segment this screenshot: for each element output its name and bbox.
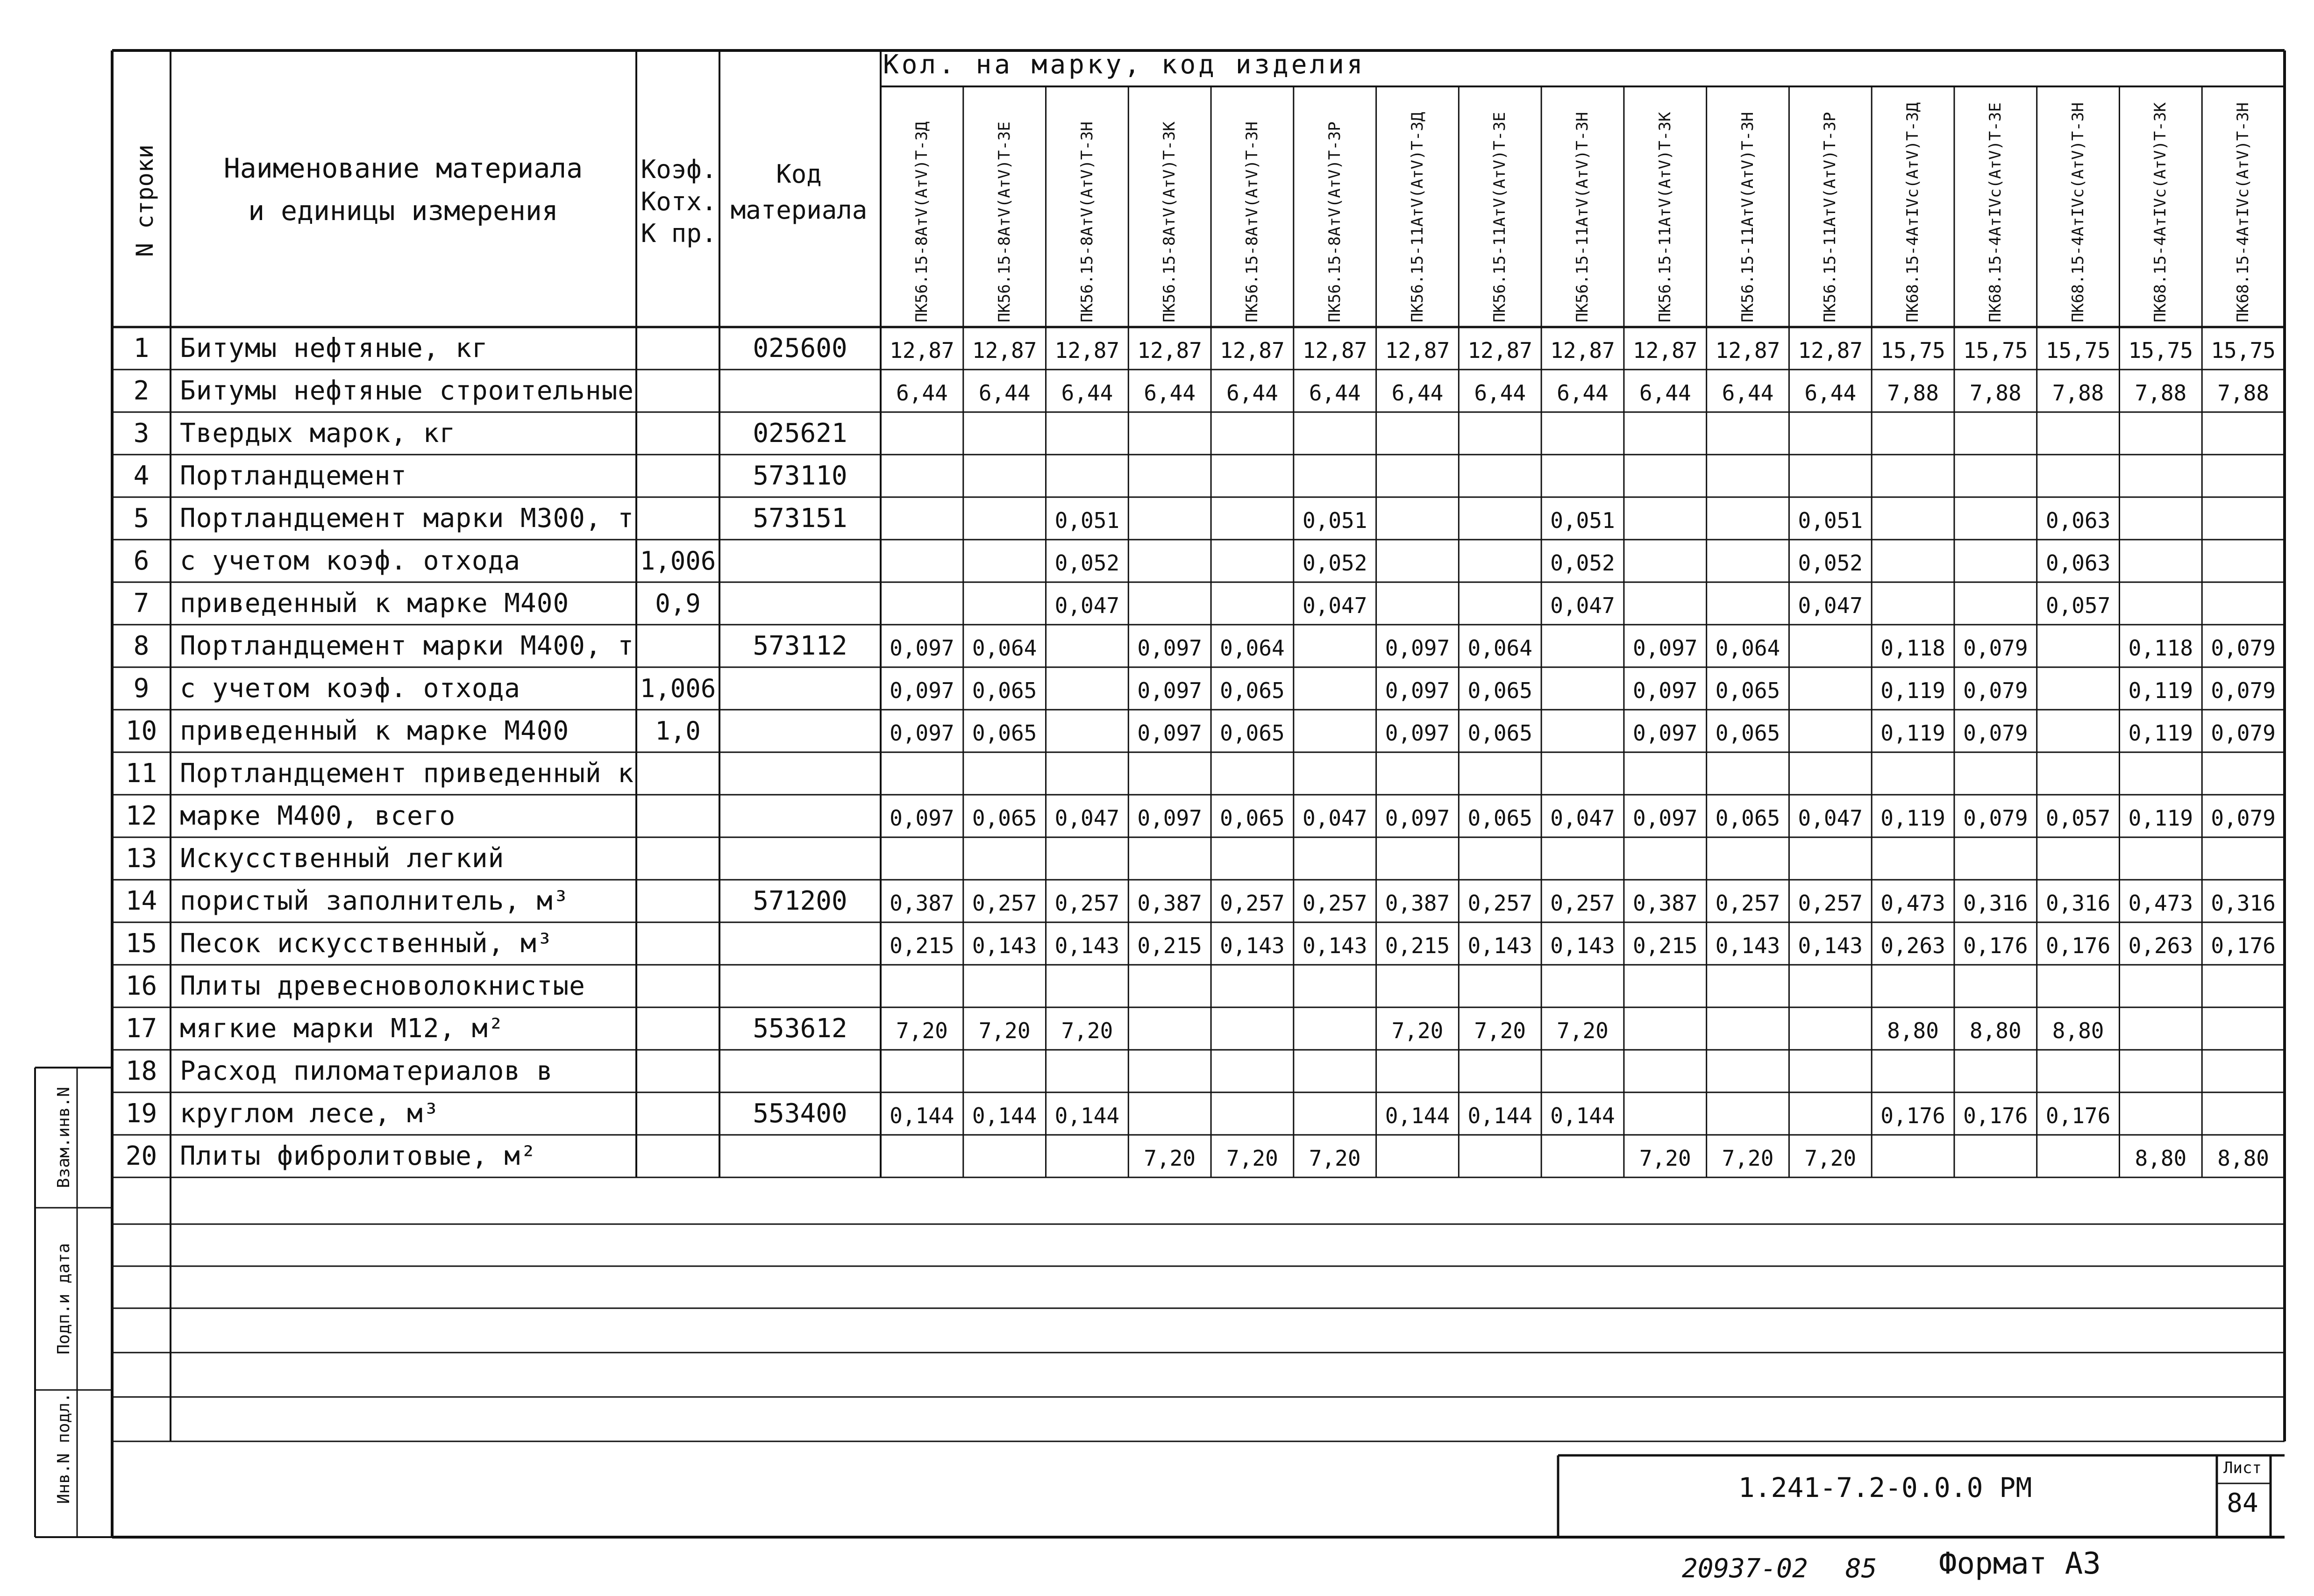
quantity-cell: 8,80 <box>1969 1018 2022 1043</box>
quantity-cell: 6,44 <box>1804 380 1857 406</box>
quantity-cell: 0,143 <box>1467 933 1532 958</box>
quantity-cell: 0,047 <box>1550 805 1615 831</box>
material-code: 553400 <box>753 1098 847 1129</box>
material-code: 573151 <box>753 503 847 534</box>
quantity-cell: 7,20 <box>896 1018 948 1043</box>
material-name: Портландцемент приведенный к <box>180 758 634 789</box>
quantity-cell: 8,80 <box>2052 1018 2104 1043</box>
quantity-cell: 0,065 <box>1467 678 1532 703</box>
row-number: 3 <box>133 418 150 449</box>
material-code: 025621 <box>753 418 847 449</box>
quantity-cell: 7,20 <box>1309 1146 1361 1171</box>
quantity-cell: 0,257 <box>1715 891 1780 916</box>
row-number-header-text: N строки <box>131 144 158 257</box>
product-code-header: ПК56.15-11АтV(АтV)Т-3Н <box>1738 112 1757 322</box>
quantity-cell: 0,097 <box>1385 678 1450 703</box>
quantity-cell: 0,065 <box>1715 678 1780 703</box>
quantity-cell: 0,215 <box>1137 933 1202 958</box>
row-number: 17 <box>125 1013 157 1044</box>
product-code-header: ПК56.15-11АтV(АтV)Т-3Р <box>1821 112 1840 322</box>
quantity-cell: 12,87 <box>1467 338 1532 363</box>
quantity-cell: 0,119 <box>1880 678 1945 703</box>
quantity-cell: 12,87 <box>1633 338 1698 363</box>
quantity-cell: 0,051 <box>1550 508 1615 533</box>
quantity-cell: 0,387 <box>1633 891 1698 916</box>
quantity-cell: 0,143 <box>1220 933 1285 958</box>
product-code-header: ПК56.15-8АтV(АтV)Т-3Р <box>1325 121 1344 322</box>
material-name: мягкие марки М12, м² <box>180 1013 505 1044</box>
quantity-cell: 12,87 <box>1054 338 1120 363</box>
product-code-header: ПК56.15-8АтV(АтV)Т-3Е <box>995 121 1014 322</box>
material-code-header <box>722 161 876 223</box>
quantity-cell: 0,097 <box>1137 678 1202 703</box>
material-name: с учетом коэф. отхода <box>180 546 521 576</box>
quantity-cell: 6,44 <box>1557 380 1609 406</box>
product-code-header: ПК56.15-8АтV(АтV)Т-3К <box>1160 121 1179 322</box>
quantity-cell: 0,387 <box>890 891 954 916</box>
quantity-cell: 0,079 <box>2211 635 2276 661</box>
quantity-cell: 0,065 <box>1220 720 1285 746</box>
product-code-header: ПК56.15-11АтV(АтV)Т-3Д <box>1408 112 1427 322</box>
quantity-cell: 0,097 <box>1633 678 1698 703</box>
quantity-cell: 0,473 <box>1880 891 1945 916</box>
quantity-cell: 0,316 <box>2045 891 2111 916</box>
row-number: 20 <box>125 1141 157 1171</box>
quantity-cell: 7,88 <box>1887 380 1939 406</box>
row-number: 9 <box>133 673 150 704</box>
quantity-cell: 0,097 <box>1137 635 1202 661</box>
archive-number-text: 20937-02 <box>1682 1553 1808 1584</box>
material-name: Плиты фибролитовые, м² <box>180 1141 537 1171</box>
quantity-cell: 0,097 <box>890 635 954 661</box>
quantity-cell: 0,065 <box>1715 805 1780 831</box>
quantity-cell: 0,176 <box>2045 1103 2111 1128</box>
quantity-cell: 12,87 <box>1302 338 1367 363</box>
quantity-cell: 0,047 <box>1302 805 1367 831</box>
quantity-cell: 7,20 <box>1061 1018 1113 1043</box>
quantity-cell: 12,87 <box>1220 338 1285 363</box>
quantity-cell: 6,44 <box>1061 380 1113 406</box>
quantity-cell: 0,119 <box>2128 720 2193 746</box>
quantity-cell: 0,316 <box>2211 891 2276 916</box>
quantity-cell: 0,215 <box>890 933 954 958</box>
quantity-cell: 0,097 <box>1137 805 1202 831</box>
material-name-header-line1: Наименование материала <box>223 152 583 184</box>
row-number: 14 <box>125 886 157 916</box>
quantity-cell: 0,119 <box>1880 805 1945 831</box>
quantity-cell: 0,057 <box>2045 805 2111 831</box>
quantity-cell: 7,88 <box>1969 380 2022 406</box>
quantity-cell: 0,097 <box>1385 720 1450 746</box>
row-number: 11 <box>125 758 157 789</box>
quantity-cell: 0,063 <box>2045 550 2111 576</box>
quantity-cell: 0,257 <box>1467 891 1532 916</box>
material-name: марке М400, всего <box>180 801 456 831</box>
row-number: 5 <box>133 503 150 534</box>
quantity-cell: 0,079 <box>1963 720 2028 746</box>
quantity-cell: 7,88 <box>2135 380 2187 406</box>
quantity-cell: 0,047 <box>1550 593 1615 618</box>
quantity-cell: 0,176 <box>1963 1103 2028 1128</box>
row-number: 19 <box>125 1098 157 1129</box>
quantity-cell: 0,215 <box>1633 933 1698 958</box>
paper-format <box>1939 1546 2101 1581</box>
quantity-cell: 7,20 <box>1391 1018 1444 1043</box>
quantity-cell: 0,079 <box>1963 678 2028 703</box>
quantity-cell: 6,44 <box>1309 380 1361 406</box>
quantity-cell: 0,263 <box>2128 933 2193 958</box>
quantity-cell: 12,87 <box>972 338 1037 363</box>
material-code: 573110 <box>753 461 847 491</box>
quantity-cell: 0,079 <box>1963 635 2028 661</box>
quantity-cell: 0,097 <box>1385 805 1450 831</box>
row-number: 16 <box>125 971 157 1001</box>
material-name: Твердых марок, кг <box>180 418 456 449</box>
product-code-header: ПК56.15-8АтV(АтV)Т-3Д <box>912 121 931 322</box>
quantity-cell: 0,064 <box>1715 635 1780 661</box>
quantity-cell: 7,20 <box>1722 1146 1774 1171</box>
product-code-header: ПК56.15-11АтV(АтV)Т-3Н <box>1573 112 1592 322</box>
material-name: пористый заполнитель, м³ <box>180 886 570 916</box>
quantity-cell: 15,75 <box>2045 338 2111 363</box>
material-name: Битумы нефтяные, кг <box>180 333 488 363</box>
quantity-cell: 0,065 <box>1220 678 1285 703</box>
quantity-cell: 0,257 <box>1220 891 1285 916</box>
quantity-cell: 0,097 <box>1385 635 1450 661</box>
product-code-header: ПК68.15-4АтIVс(АтV)Т-3Е <box>1986 102 2005 322</box>
quantity-cell: 0,144 <box>890 1103 954 1128</box>
quantity-cell: 15,75 <box>2128 338 2193 363</box>
quantity-cell: 0,079 <box>2211 805 2276 831</box>
quantity-cell: 0,119 <box>2128 805 2193 831</box>
quantity-cell: 0,387 <box>1137 891 1202 916</box>
quantity-cell: 7,88 <box>2217 380 2269 406</box>
stamp-inventory-original <box>43 1390 85 1507</box>
quantity-cell: 8,80 <box>2135 1146 2187 1171</box>
quantity-cell: 15,75 <box>2211 338 2276 363</box>
quantity-cell: 7,20 <box>1804 1146 1857 1171</box>
stamp-replacement-inventory <box>43 1068 85 1208</box>
quantity-cell: 0,065 <box>1467 805 1532 831</box>
quantity-cell: 0,052 <box>1798 550 1863 576</box>
quantity-cell: 0,047 <box>1798 593 1863 618</box>
coefficient-value: 1,006 <box>640 674 716 703</box>
quantity-cell: 6,44 <box>1144 380 1196 406</box>
archive-number <box>1682 1553 1808 1584</box>
material-name-header-line2: и единицы измерения <box>248 194 558 227</box>
product-code-header: ПК68.15-4АтIVс(АтV)Т-3Н <box>2068 102 2087 322</box>
material-name: Песок искусственный, м³ <box>180 928 553 959</box>
material-name: Искусственный легкий <box>180 843 505 874</box>
quantity-cell: 12,87 <box>1385 338 1450 363</box>
material-name: приведенный к марке М400 <box>180 716 570 746</box>
coefficient-header-line1: Коэф. <box>641 155 717 184</box>
quantity-cell: 0,176 <box>1963 933 2028 958</box>
coefficient-header-line3: К пр. <box>641 219 717 249</box>
quantity-cell: 0,057 <box>2045 593 2111 618</box>
paper-format-text: Формат А3 <box>1939 1546 2101 1581</box>
material-code: 573112 <box>753 631 847 661</box>
quantity-cell: 0,047 <box>1302 593 1367 618</box>
quantity-cell: 6,44 <box>1474 380 1526 406</box>
quantity-cell: 0,316 <box>1963 891 2028 916</box>
quantity-cell: 0,047 <box>1054 805 1120 831</box>
quantity-cell: 0,097 <box>890 720 954 746</box>
quantity-cell: 0,143 <box>1054 933 1120 958</box>
row-number: 12 <box>125 801 157 831</box>
sheet-label <box>2219 1459 2266 1477</box>
quantity-cell: 0,176 <box>2045 933 2111 958</box>
quantity-cell: 0,143 <box>1302 933 1367 958</box>
quantity-cell: 0,257 <box>1550 891 1615 916</box>
quantity-cell: 0,144 <box>1467 1103 1532 1128</box>
quantity-cell: 0,065 <box>972 678 1037 703</box>
quantity-cell: 0,065 <box>972 805 1037 831</box>
quantity-cell: 0,119 <box>2128 678 2193 703</box>
coefficient-value: 1,0 <box>655 716 701 746</box>
quantity-cell: 0,143 <box>972 933 1037 958</box>
quantity-cell: 6,44 <box>896 380 948 406</box>
quantity-cell: 7,20 <box>978 1018 1031 1043</box>
coefficient-header-line2: Котх. <box>641 186 717 216</box>
quantity-cell: 0,047 <box>1798 805 1863 831</box>
material-name: приведенный к марке М400 <box>180 588 570 619</box>
material-code: 025600 <box>753 333 847 363</box>
product-code-header: ПК56.15-11АтV(АтV)Т-3Е <box>1490 112 1509 322</box>
quantity-cell: 6,44 <box>978 380 1031 406</box>
quantity-cell: 0,047 <box>1054 593 1120 618</box>
quantity-cell: 0,065 <box>1467 720 1532 746</box>
quantity-cell: 0,063 <box>2045 508 2111 533</box>
document-code <box>1560 1472 2210 1503</box>
quantity-cell: 0,257 <box>1054 891 1120 916</box>
quantity-cell: 12,87 <box>1715 338 1780 363</box>
material-name: Расход пиломатериалов в <box>180 1056 553 1086</box>
quantity-cell: 0,052 <box>1302 550 1367 576</box>
quantity-cell: 0,052 <box>1550 550 1615 576</box>
row-number: 15 <box>125 928 157 959</box>
material-code-header-line2: материала <box>730 195 868 225</box>
quantity-cell: 0,144 <box>1054 1103 1120 1128</box>
quantity-cell: 15,75 <box>1963 338 2028 363</box>
row-number: 8 <box>133 631 150 661</box>
material-code-header-line1: Код <box>776 159 822 189</box>
quantity-cell: 0,097 <box>1633 805 1698 831</box>
quantity-cell: 7,20 <box>1474 1018 1526 1043</box>
quantity-cell: 6,44 <box>1639 380 1691 406</box>
quantity-cell: 0,064 <box>1220 635 1285 661</box>
material-code: 553612 <box>753 1013 847 1044</box>
material-name: Портландцемент марки М400, т <box>180 631 634 661</box>
quantity-cell: 0,257 <box>972 891 1037 916</box>
product-code-header: ПК56.15-8АтV(АтV)Т-3Н <box>1243 121 1262 322</box>
stamp-replacement-inventory-text: Взам.инв.N <box>54 1087 73 1189</box>
material-code: 571200 <box>753 886 847 916</box>
quantity-cell: 0,064 <box>1467 635 1532 661</box>
quantity-cell: 0,119 <box>1880 720 1945 746</box>
quantity-cell: 7,20 <box>1557 1018 1609 1043</box>
quantity-cell: 12,87 <box>890 338 954 363</box>
quantity-cell: 15,75 <box>1880 338 1945 363</box>
row-number: 4 <box>133 461 150 491</box>
sheet-number <box>2219 1488 2266 1518</box>
material-name: Битумы нефтяные строительные <box>180 376 634 406</box>
quantity-cell: 0,051 <box>1798 508 1863 533</box>
product-code-header: ПК56.15-8АтV(АтV)Т-3Н <box>1077 121 1096 322</box>
material-name: Портландцемент марки М300, т <box>180 503 634 534</box>
sheet-label-text: Лист <box>2223 1459 2262 1477</box>
material-name: с учетом коэф. отхода <box>180 673 521 704</box>
quantity-cell: 0,118 <box>1880 635 1945 661</box>
quantity-cell: 0,097 <box>890 678 954 703</box>
quantity-cell: 0,176 <box>1880 1103 1945 1128</box>
product-group-header <box>883 51 1537 79</box>
quantity-cell: 12,87 <box>1550 338 1615 363</box>
quantity-cell: 0,097 <box>1633 635 1698 661</box>
quantity-cell: 12,87 <box>1798 338 1863 363</box>
quantity-cell: 0,097 <box>1137 720 1202 746</box>
quantity-cell: 0,051 <box>1302 508 1367 533</box>
quantity-cell: 0,257 <box>1302 891 1367 916</box>
quantity-cell: 6,44 <box>1226 380 1278 406</box>
quantity-cell: 7,88 <box>2052 380 2104 406</box>
quantity-cell: 0,473 <box>2128 891 2193 916</box>
quantity-cell: 0,064 <box>972 635 1037 661</box>
stamp-signature-date-text: Подп.и дата <box>54 1243 73 1355</box>
document-code-text: 1.241-7.2-0.0.0 РМ <box>1738 1472 2032 1503</box>
row-number: 18 <box>125 1056 157 1086</box>
quantity-cell: 7,20 <box>1226 1146 1278 1171</box>
stamp-signature-date <box>43 1208 85 1390</box>
quantity-cell: 0,065 <box>1220 805 1285 831</box>
coefficient-value: 0,9 <box>655 589 701 618</box>
product-code-header: ПК68.15-4АтIVс(АтV)Т-3Н <box>2234 102 2253 322</box>
quantity-cell: 0,065 <box>972 720 1037 746</box>
quantity-cell: 0,079 <box>2211 720 2276 746</box>
row-number: 10 <box>125 716 157 746</box>
product-group-header-text: Кол. на марку, код изделия <box>883 50 1366 80</box>
stamp-inventory-original-text: Инв.N подл. <box>54 1392 73 1504</box>
quantity-cell: 0,051 <box>1054 508 1120 533</box>
quantity-cell: 6,44 <box>1391 380 1444 406</box>
row-number: 2 <box>133 376 150 406</box>
quantity-cell: 0,065 <box>1715 720 1780 746</box>
page-number <box>1845 1553 1877 1584</box>
quantity-cell: 0,143 <box>1715 933 1780 958</box>
quantity-cell: 0,144 <box>972 1103 1037 1128</box>
sheet-number-text: 84 <box>2227 1488 2258 1518</box>
quantity-cell: 0,118 <box>2128 635 2193 661</box>
row-number: 1 <box>133 333 150 363</box>
quantity-cell: 8,80 <box>1887 1018 1939 1043</box>
coefficient-header <box>639 157 719 247</box>
material-name: Плиты древесноволокнистые <box>180 971 585 1001</box>
product-code-header: ПК68.15-4АтIVс(АтV)Т-3К <box>2151 102 2170 322</box>
quantity-cell: 12,87 <box>1137 338 1202 363</box>
quantity-cell: 0,143 <box>1550 933 1615 958</box>
quantity-cell: 0,387 <box>1385 891 1450 916</box>
quantity-cell: 0,263 <box>1880 933 1945 958</box>
quantity-cell: 0,097 <box>1633 720 1698 746</box>
quantity-cell: 0,079 <box>1963 805 2028 831</box>
material-name-header <box>172 154 634 225</box>
quantity-cell: 0,144 <box>1385 1103 1450 1128</box>
product-code-header: ПК68.15-4АтIVс(АтV)Т-3Д <box>1903 102 1922 322</box>
quantity-cell: 0,143 <box>1798 933 1863 958</box>
product-code-header: ПК56.15-11АтV(АтV)Т-3К <box>1655 112 1674 322</box>
quantity-cell: 0,176 <box>2211 933 2276 958</box>
quantity-cell: 0,257 <box>1798 891 1863 916</box>
quantity-cell: 8,80 <box>2217 1146 2269 1171</box>
coefficient-value: 1,006 <box>640 546 716 576</box>
quantity-cell: 7,20 <box>1639 1146 1691 1171</box>
row-number: 7 <box>133 588 150 619</box>
quantity-cell: 0,097 <box>890 805 954 831</box>
quantity-cell: 0,215 <box>1385 933 1450 958</box>
row-number: 13 <box>125 843 157 874</box>
material-name: Портландцемент <box>180 461 407 491</box>
quantity-cell: 0,144 <box>1550 1103 1615 1128</box>
quantity-cell: 6,44 <box>1722 380 1774 406</box>
row-number: 6 <box>133 546 150 576</box>
row-number-header <box>126 117 164 285</box>
quantity-cell: 0,052 <box>1054 550 1120 576</box>
material-name: круглом лесе, м³ <box>180 1098 440 1129</box>
quantity-cell: 7,20 <box>1144 1146 1196 1171</box>
quantity-cell: 0,079 <box>2211 678 2276 703</box>
page-number-text: 85 <box>1845 1553 1877 1584</box>
